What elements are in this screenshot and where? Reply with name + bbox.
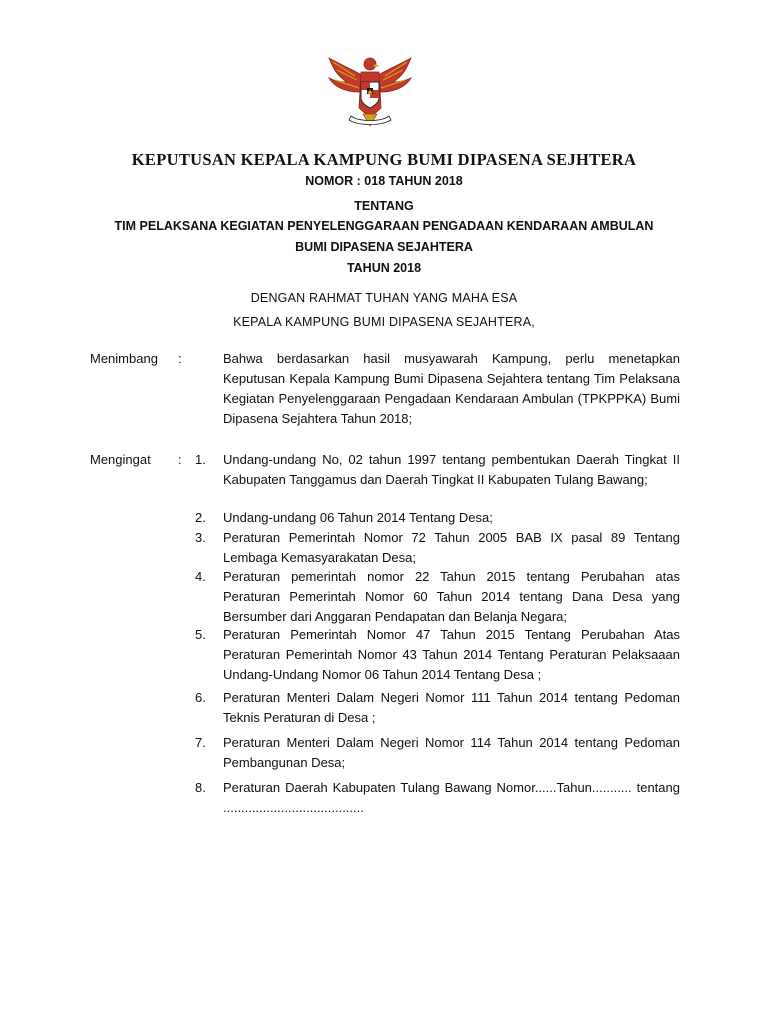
mengingat-item-text: Undang-undang 06 Tahun 2014 Tentang Desa; (223, 510, 493, 525)
mengingat-item-number: 6. (195, 690, 206, 705)
opening-line-1: DENGAN RAHMAT TUHAN YANG MAHA ESA (250, 291, 518, 305)
mengingat-item-number: 3. (195, 530, 206, 545)
decree-number: NOMOR : 018 TAHUN 2018 (305, 174, 463, 188)
mengingat-item-number: 1. (195, 452, 206, 467)
garuda-pancasila-emblem (325, 50, 415, 130)
mengingat-item-text: Peraturan Pemerintah Nomor 47 Tahun 2015 Tentang Perubahan Atas Peraturan Pemerintah Nomor 43 Tahun 2014 Tentang Peraturan Pelaksaaan Undang-Undang Nomor 06 Tahun 2014 Tentang Desa ; (223, 627, 680, 682)
mengingat-item-text: Peraturan Daerah Kabupaten Tulang Bawang Nomor......Tahun........... tentang ....................................... (223, 780, 680, 815)
mengingat-item-number: 7. (195, 735, 206, 750)
subject-line-2: BUMI DIPASENA SEJAHTERA (295, 240, 473, 254)
mengingat-item-text: Peraturan Menteri Dalam Negeri Nomor 111 Tahun 2014 tentang Pedoman Teknis Peraturan di Desa ; (223, 690, 680, 725)
decree-year: TAHUN 2018 (346, 261, 422, 275)
mengingat-item-text: Peraturan Pemerintah Nomor 72 Tahun 2005 BAB IX pasal 89 Tentang Lembaga Kemasyarakatan Desa; (223, 530, 680, 565)
menimbang-colon: : (178, 351, 182, 366)
mengingat-item-text: Peraturan Menteri Dalam Negeri Nomor 114 Tahun 2014 tentang Pedoman Pembangunan Desa; (223, 735, 680, 770)
menimbang-text: Bahwa berdasarkan hasil musyawarah Kampung, perlu menetapkan Keputusan Kepala Kampung Bumi Dipasena Sejahtera tentang Tim Pelaksana Kegiatan Penyelenggaraan Pengadaan Kendaraan Ambulan (TPKPPKA) Bumi Dipasena Sejahtera Tahun 2018; (223, 351, 680, 426)
mengingat-item-number: 8. (195, 780, 206, 795)
decree-title: KEPUTUSAN KEPALA KAMPUNG BUMI DIPASENA SEJHTERA (131, 150, 637, 169)
opening-line-2: KEPALA KAMPUNG BUMI DIPASENA SEJAHTERA, (233, 315, 535, 329)
mengingat-colon: : (178, 452, 182, 467)
tentang-heading: TENTANG (354, 199, 414, 213)
mengingat-item-number: 4. (195, 569, 206, 584)
subject-line-1: TIM PELAKSANA KEGIATAN PENYELENGGARAAN PENGADAAN KENDARAAN AMBULAN (114, 219, 654, 233)
mengingat-label: Mengingat (90, 452, 151, 467)
mengingat-item-number: 2. (195, 510, 206, 525)
menimbang-label: Menimbang (90, 351, 158, 366)
mengingat-item-number: 5. (195, 627, 206, 642)
mengingat-item-text: Peraturan pemerintah nomor 22 Tahun 2015 tentang Perubahan atas Peraturan Pemerintah Nomor 60 Tahun 2014 tentang Dana Desa yang Bersumber dari Anggaran Pendapatan dan Belanja Negara; (223, 569, 680, 624)
mengingat-item-text: Undang-undang No, 02 tahun 1997 tentang pembentukan Daerah Tingkat II Kabupaten Tanggamus dan Daerah Tingkat II Kabupaten Tulang Bawang; (223, 452, 680, 487)
